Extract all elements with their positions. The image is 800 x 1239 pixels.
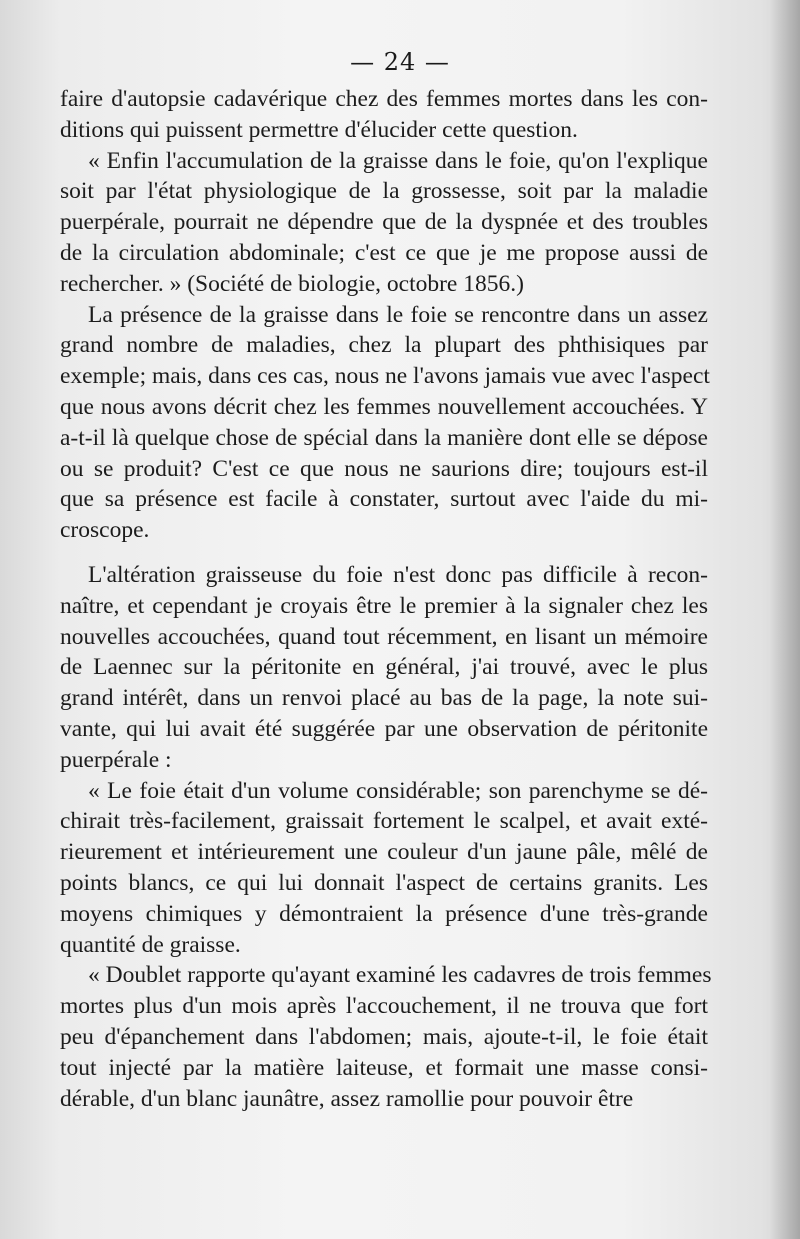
text-line: a-t-il là quelque chose de spécial dans la manière dont elle se dépose [60,424,708,451]
text-line: soit par l'état physiologique de la grossesse, soit par la maladie [60,178,708,205]
text-line: « Enfin l'accumulation de la graisse dans le foie, qu'on l'explique [88,147,708,174]
text-line: La présence de la graisse dans le foie se rencontre dans un assez [88,301,708,328]
text-line: puerpérale : [60,746,172,773]
text-line: tout injecté par la matière laiteuse, et formait une masse consi- [60,1054,708,1081]
text-line: vante, qui lui avait été suggérée par une observation de péritonite [60,715,708,742]
page-edge-shadow [770,0,800,1239]
text-line: chirait très-facilement, graissait fortement le scalpel, et avait exté- [60,808,708,835]
text-line: rechercher. » (Société de biologie, octobre 1856.) [60,270,524,297]
text-line: ou se produit? C'est ce que nous ne saurions dire; toujours est-il [60,455,708,482]
text-line: que nous avons décrit chez les femmes nouvellement accouchées. Y [60,393,708,420]
text-line: ditions qui puissent permettre d'élucider cette question. [60,116,578,143]
text-line: rieurement et intérieurement une couleur d'un jaune pâle, mêlé de [60,839,708,866]
paragraph [60,146,708,300]
text-line: exemple; mais, dans ces cas, nous ne l'avons jamais vue avec l'aspect [60,363,710,390]
text-line: puerpérale, pourrait ne dépendre que de la dyspnée et des troubles [60,209,708,236]
text-line: « Doublet rapporte qu'ayant examiné les cadavres de trois femmes [88,962,712,989]
text-line: faire d'autopsie cadavérique chez des femmes mortes dans les con- [60,86,708,112]
text-line: mortes plus d'un mois après l'accouchement, il ne trouva que fort [60,993,708,1020]
paragraph [60,560,708,776]
text-line: de la circulation abdominale; c'est ce que je me propose aussi de [60,239,708,266]
text-line: dérable, d'un blanc jaunâtre, assez ramollie pour pouvoir être [60,1085,634,1112]
paragraph [60,960,712,1114]
text-line: quantité de graisse. [60,931,241,958]
text-line: L'altération graisseuse du foie n'est donc pas difficile à recon- [88,561,708,588]
paragraph [60,300,708,546]
text-line: que sa présence est facile à constater, surtout avec l'aide du mi- [60,486,708,513]
page-number: — 24 — [350,48,450,76]
text-line: grand nombre de maladies, chez la plupart des phthisiques par [60,332,708,359]
text-line: moyens chimiques y démontraient la présence d'une très-grande [60,900,708,927]
text-line: peu d'épanchement dans l'abdomen; mais, ajoute-t-il, le foie était [60,1023,708,1050]
text-line: points blancs, ce qui lui donnait l'aspect de certains granits. Les [60,869,708,896]
text-line: naître, et cependant je croyais être le premier à la signaler chez les [60,592,708,619]
text-line: grand intérêt, dans un renvoi placé au bas de la page, la note sui- [60,685,708,712]
paragraph [60,84,708,146]
body-text [60,84,712,1114]
text-line: « Le foie était d'un volume considérable; son parenchyme se dé- [88,777,708,804]
text-line: croscope. [60,517,150,544]
text-line: nouvelles accouchées, quand tout récemment, en lisant un mémoire [60,623,708,650]
paragraph [60,776,708,961]
paragraph-gap [60,546,708,560]
text-line: de Laennec sur la péritonite en général, j'ai trouvé, avec le plus [60,654,708,681]
